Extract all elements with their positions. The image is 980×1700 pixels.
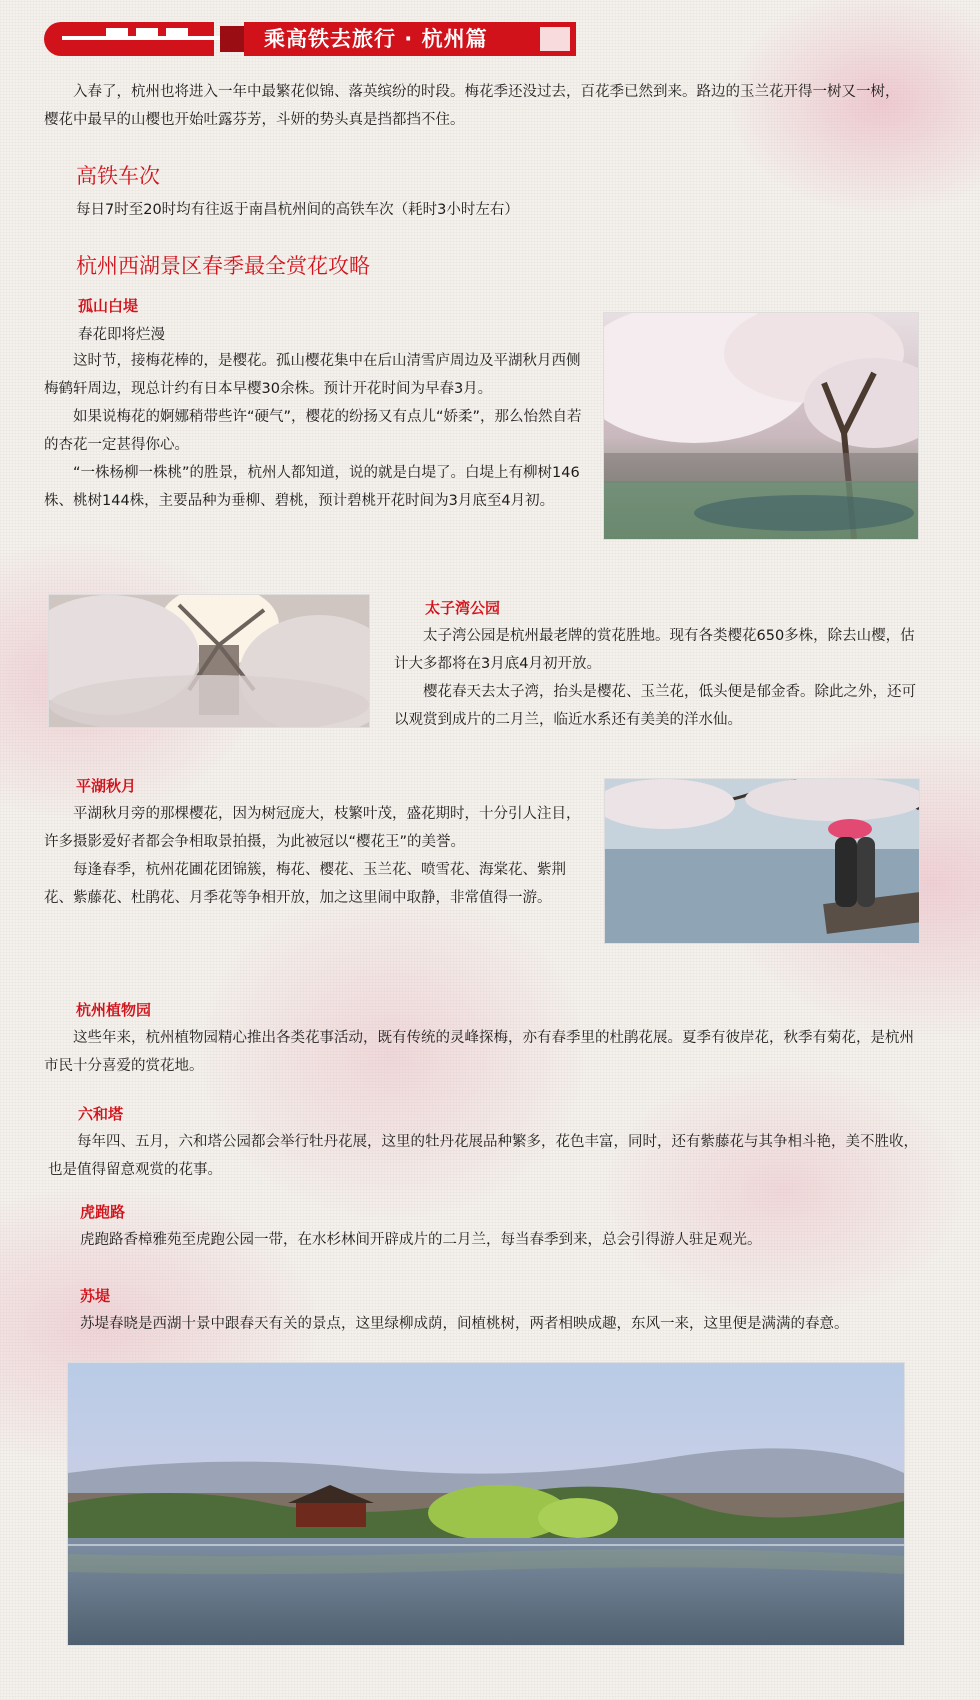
botanical-paragraph: 这些年来，杭州植物园精心推出各类花事活动，既有传统的灵峰探梅，亦有春季里的杜鹃花展。夏季有彼岸花，秋季有菊花，是杭州市民十分喜爱的赏花地。 xyxy=(44,1030,914,1074)
gushan-body xyxy=(44,347,594,515)
sudi-heading: 苏堤 xyxy=(80,1287,111,1305)
intro-paragraph: 入春了，杭州也将进入一年中最繁花似锦、落英缤纷的时段。梅花季还没过去，百花季已然到来。路边的玉兰花开得一树又一树，樱花中最早的山樱也开始吐露芬芳，斗妍的势头真是挡都挡不住。 xyxy=(44,84,900,128)
botanical-heading: 杭州植物园 xyxy=(76,1001,152,1019)
taiziwan-heading: 太子湾公园 xyxy=(425,599,501,617)
gushan-paragraph-1: 这时节，接梅花棒的，是樱花。孤山樱花集中在后山清雪庐周边及平湖秋月西侧梅鹤轩周边，现总计约有日本早樱30余株。预计开花时间为早春3月。 xyxy=(44,353,581,397)
guide-heading: 杭州西湖景区春季最全赏花攻略 xyxy=(76,254,370,278)
hupao-paragraph: 虎跑路香樟雅苑至虎跑公园一带，在水杉林间开辟成片的二月兰，每当春季到来，总会引得游人驻足观光。 xyxy=(80,1232,762,1248)
train-window-graphic xyxy=(136,28,158,36)
banner-title: 乘高铁去旅行 · 杭州篇 xyxy=(264,27,488,51)
train-window-graphic xyxy=(166,28,188,36)
pinghu-heading: 平湖秋月 xyxy=(76,777,137,795)
liuhe-heading: 六和塔 xyxy=(78,1105,124,1123)
gushan-paragraph-3: “一株杨柳一株桃”的胜景，杭州人都知道，说的就是白堤了。白堤上有柳树146株、桃树144株，主要品种为垂柳、碧桃，预计碧桃开花时间为3月底至4月初。 xyxy=(44,465,580,509)
taiziwan-body xyxy=(394,622,926,734)
taiziwan-paragraph-1: 太子湾公园是杭州最老牌的赏花胜地。现有各类樱花650多株，除去山樱，估计大多都将在3月底4月初开放。 xyxy=(394,628,915,672)
gushan-heading: 孤山白堤 xyxy=(78,297,139,315)
train-text: 每日7时至20时均有往返于南昌杭州间的高铁车次（耗时3小时左右） xyxy=(76,202,519,218)
taiziwan-windmill-photo xyxy=(48,594,370,728)
train-heading: 高铁车次 xyxy=(76,164,160,188)
pinghu-paragraph-1: 平湖秋月旁的那棵樱花，因为树冠庞大，枝繁叶茂，盛花期时，十分引人注目，许多摄影爱好者都会争相取景拍摄，为此被冠以“樱花王”的美誉。 xyxy=(44,806,581,850)
gushan-paragraph-2: 如果说梅花的婀娜稍带些许“硬气”，樱花的纷扬又有点儿“娇柔”，那么怡然自若的杏花一定甚得你心。 xyxy=(44,409,582,453)
taiziwan-paragraph-2: 樱花春天去太子湾，抬头是樱花、玉兰花，低头便是郁金香。除此之外，还可以观赏到成片的二月兰，临近水系还有美美的洋水仙。 xyxy=(394,684,916,728)
gushan-cherry-photo xyxy=(603,312,919,540)
banner-end-icon xyxy=(540,27,570,51)
liuhe-paragraph: 每年四、五月，六和塔公园都会举行牡丹花展，这里的牡丹花展品种繁多，花色丰富，同时，还有紫藤花与其争相斗艳，美不胜收，也是值得留意观赏的花事。 xyxy=(48,1134,918,1178)
gushan-subheading: 春花即将烂漫 xyxy=(78,327,165,343)
sudi-paragraph: 苏堤春晓是西湖十景中跟春天有关的景点，这里绿柳成荫，间植桃树，两者相映成趣，东风一来，这里便是满满的春意。 xyxy=(80,1316,849,1332)
sudi-lake-panorama xyxy=(67,1362,905,1646)
pinghu-body xyxy=(44,800,592,912)
pinghu-couple-photo xyxy=(604,778,920,944)
hupao-heading: 虎跑路 xyxy=(80,1203,126,1221)
train-stripe-graphic xyxy=(62,36,222,40)
title-banner xyxy=(44,22,576,56)
train-window-graphic xyxy=(106,28,128,36)
pinghu-paragraph-2: 每逢春季，杭州花圃花团锦簇，梅花、樱花、玉兰花、喷雪花、海棠花、紫荆花、紫藤花、杜鹃花、月季花等争相开放，加之这里闹中取静，非常值得一游。 xyxy=(44,862,566,906)
